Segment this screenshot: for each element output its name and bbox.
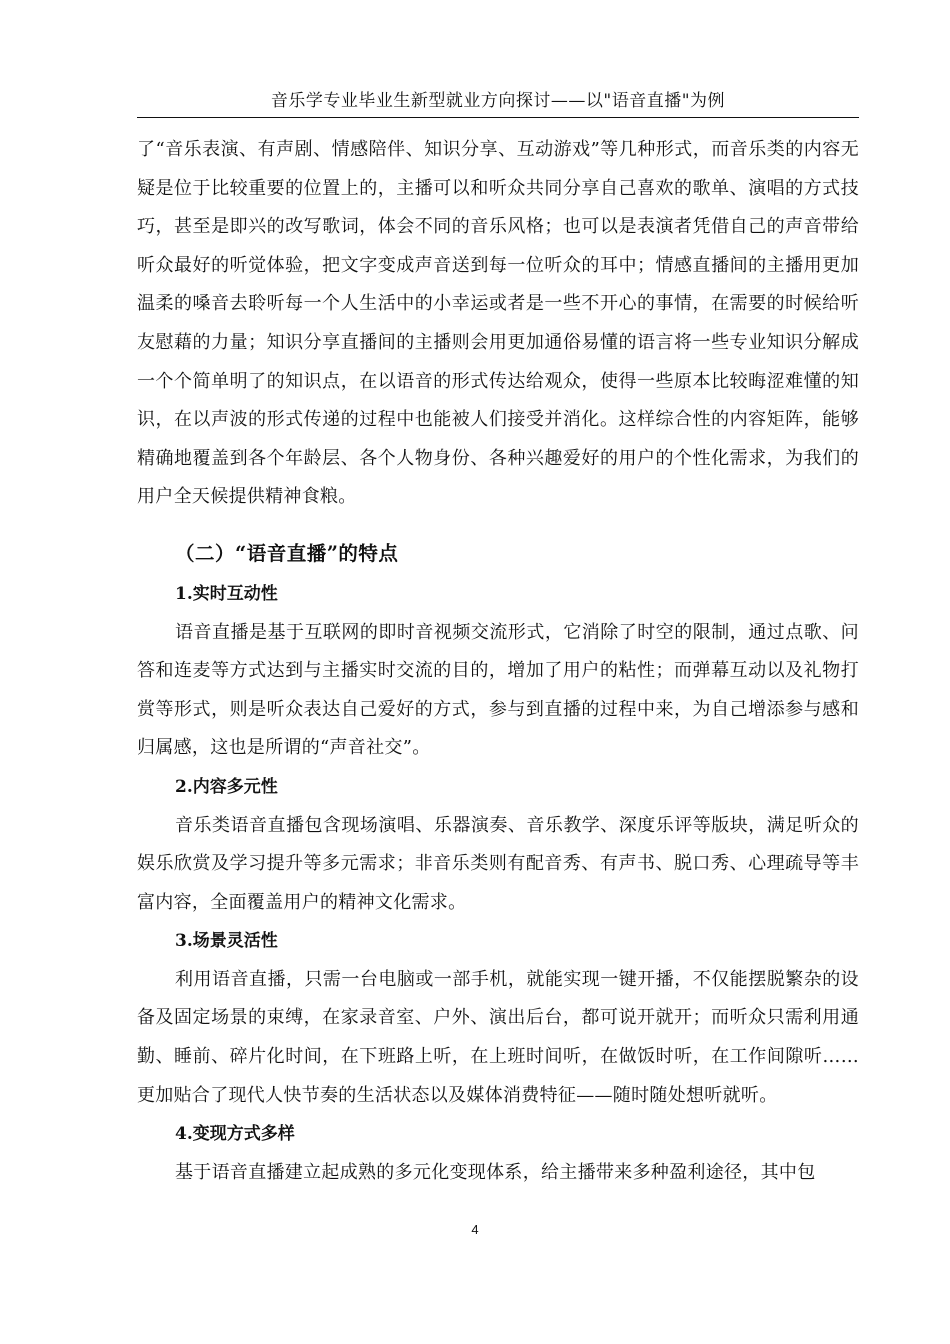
body-paragraph-monetization: 基于语音直播建立起成熟的多元化变现体系，给主播带来多种盈利途径，其中包 (175, 1161, 816, 1183)
body-paragraph-realtime-interaction: 语音直播是基于互联网的即时音视频交流形式，它消除了时空的限制，通过点歌、问答和连麦等方式达到与主播实时交流的目的，增加了用户的粘性；而弹幕互动以及礼物打赏等形式，则是听众表达自己爱好的方式，参与到直播的过程中来，为自己增添参与感和归属感，这也是所谓的“声音社交”。 (137, 621, 859, 759)
subsection-heading-monetization: 4.变现方式多样 (175, 1124, 295, 1145)
subsection-heading-scene-flexibility: 3.场景灵活性 (175, 931, 278, 952)
page-body (137, 131, 859, 1192)
section-heading: （二）“语音直播”的特点 (175, 541, 399, 565)
subsection-heading-content-diversity: 2.内容多元性 (175, 776, 278, 797)
running-header: 音乐学专业毕业生新型就业方向探讨——以"语音直播"为例 (270, 91, 726, 111)
body-paragraph-continued: 了“音乐表演、有声剧、情感陪伴、知识分享、互动游戏”等几种形式，而音乐类的内容无疑是位于比较重要的位置上的，主播可以和听众共同分享自己喜欢的歌单、演唱的方式技巧，甚至是即兴的改写歌词，体会不同的音乐风格；也可以是表演者凭借自己的声音带给听众最好的听觉体验，把文字变成声音送到每一位听众的耳中；情感直播间的主播用更加温柔的嗓音去聆听每一个人生活中的小幸运或者是一些不开心的事情，在需要的时候给听友慰藉的力量；知识分享直播间的主播则会用更加通俗易懂的语言将一些专业知识分解成一个个简单明了的知识点，在以语音的形式传达给观众，使得一些原本比较晦涩难懂的知识，在以声波的形式传递的过程中也能被人们接受并消化。这样综合性的内容矩阵，能够精确地覆盖到各个年龄层、各个人物身份、各种兴趣爱好的用户的个性化需求，为我们的用户全天候提供精神食粮。 (137, 139, 859, 508)
header-rule (137, 117, 859, 118)
page-number: 4 (471, 1222, 479, 1237)
body-paragraph-scene-flexibility: 利用语音直播，只需一台电脑或一部手机，就能实现一键开播，不仅能摆脱繁杂的设备及固定场景的束缚，在家录音室、户外、演出后台，都可说开就开；而听众只需利用通勤、睡前、碎片化时间，在下班路上听，在上班时间听，在做饭时听，在工作间隙听……更加贴合了现代人快节奏的生活状态以及媒体消费特征——随时随处想听就听。 (137, 968, 859, 1106)
body-paragraph-content-diversity: 音乐类语音直播包含现场演唱、乐器演奏、音乐教学、深度乐评等版块，满足听众的娱乐欣赏及学习提升等多元需求；非音乐类则有配音秀、有声书、脱口秀、心理疏导等丰富内容，全面覆盖用户的精神文化需求。 (137, 814, 859, 913)
subsection-heading-realtime-interaction: 1.实时互动性 (175, 583, 278, 604)
